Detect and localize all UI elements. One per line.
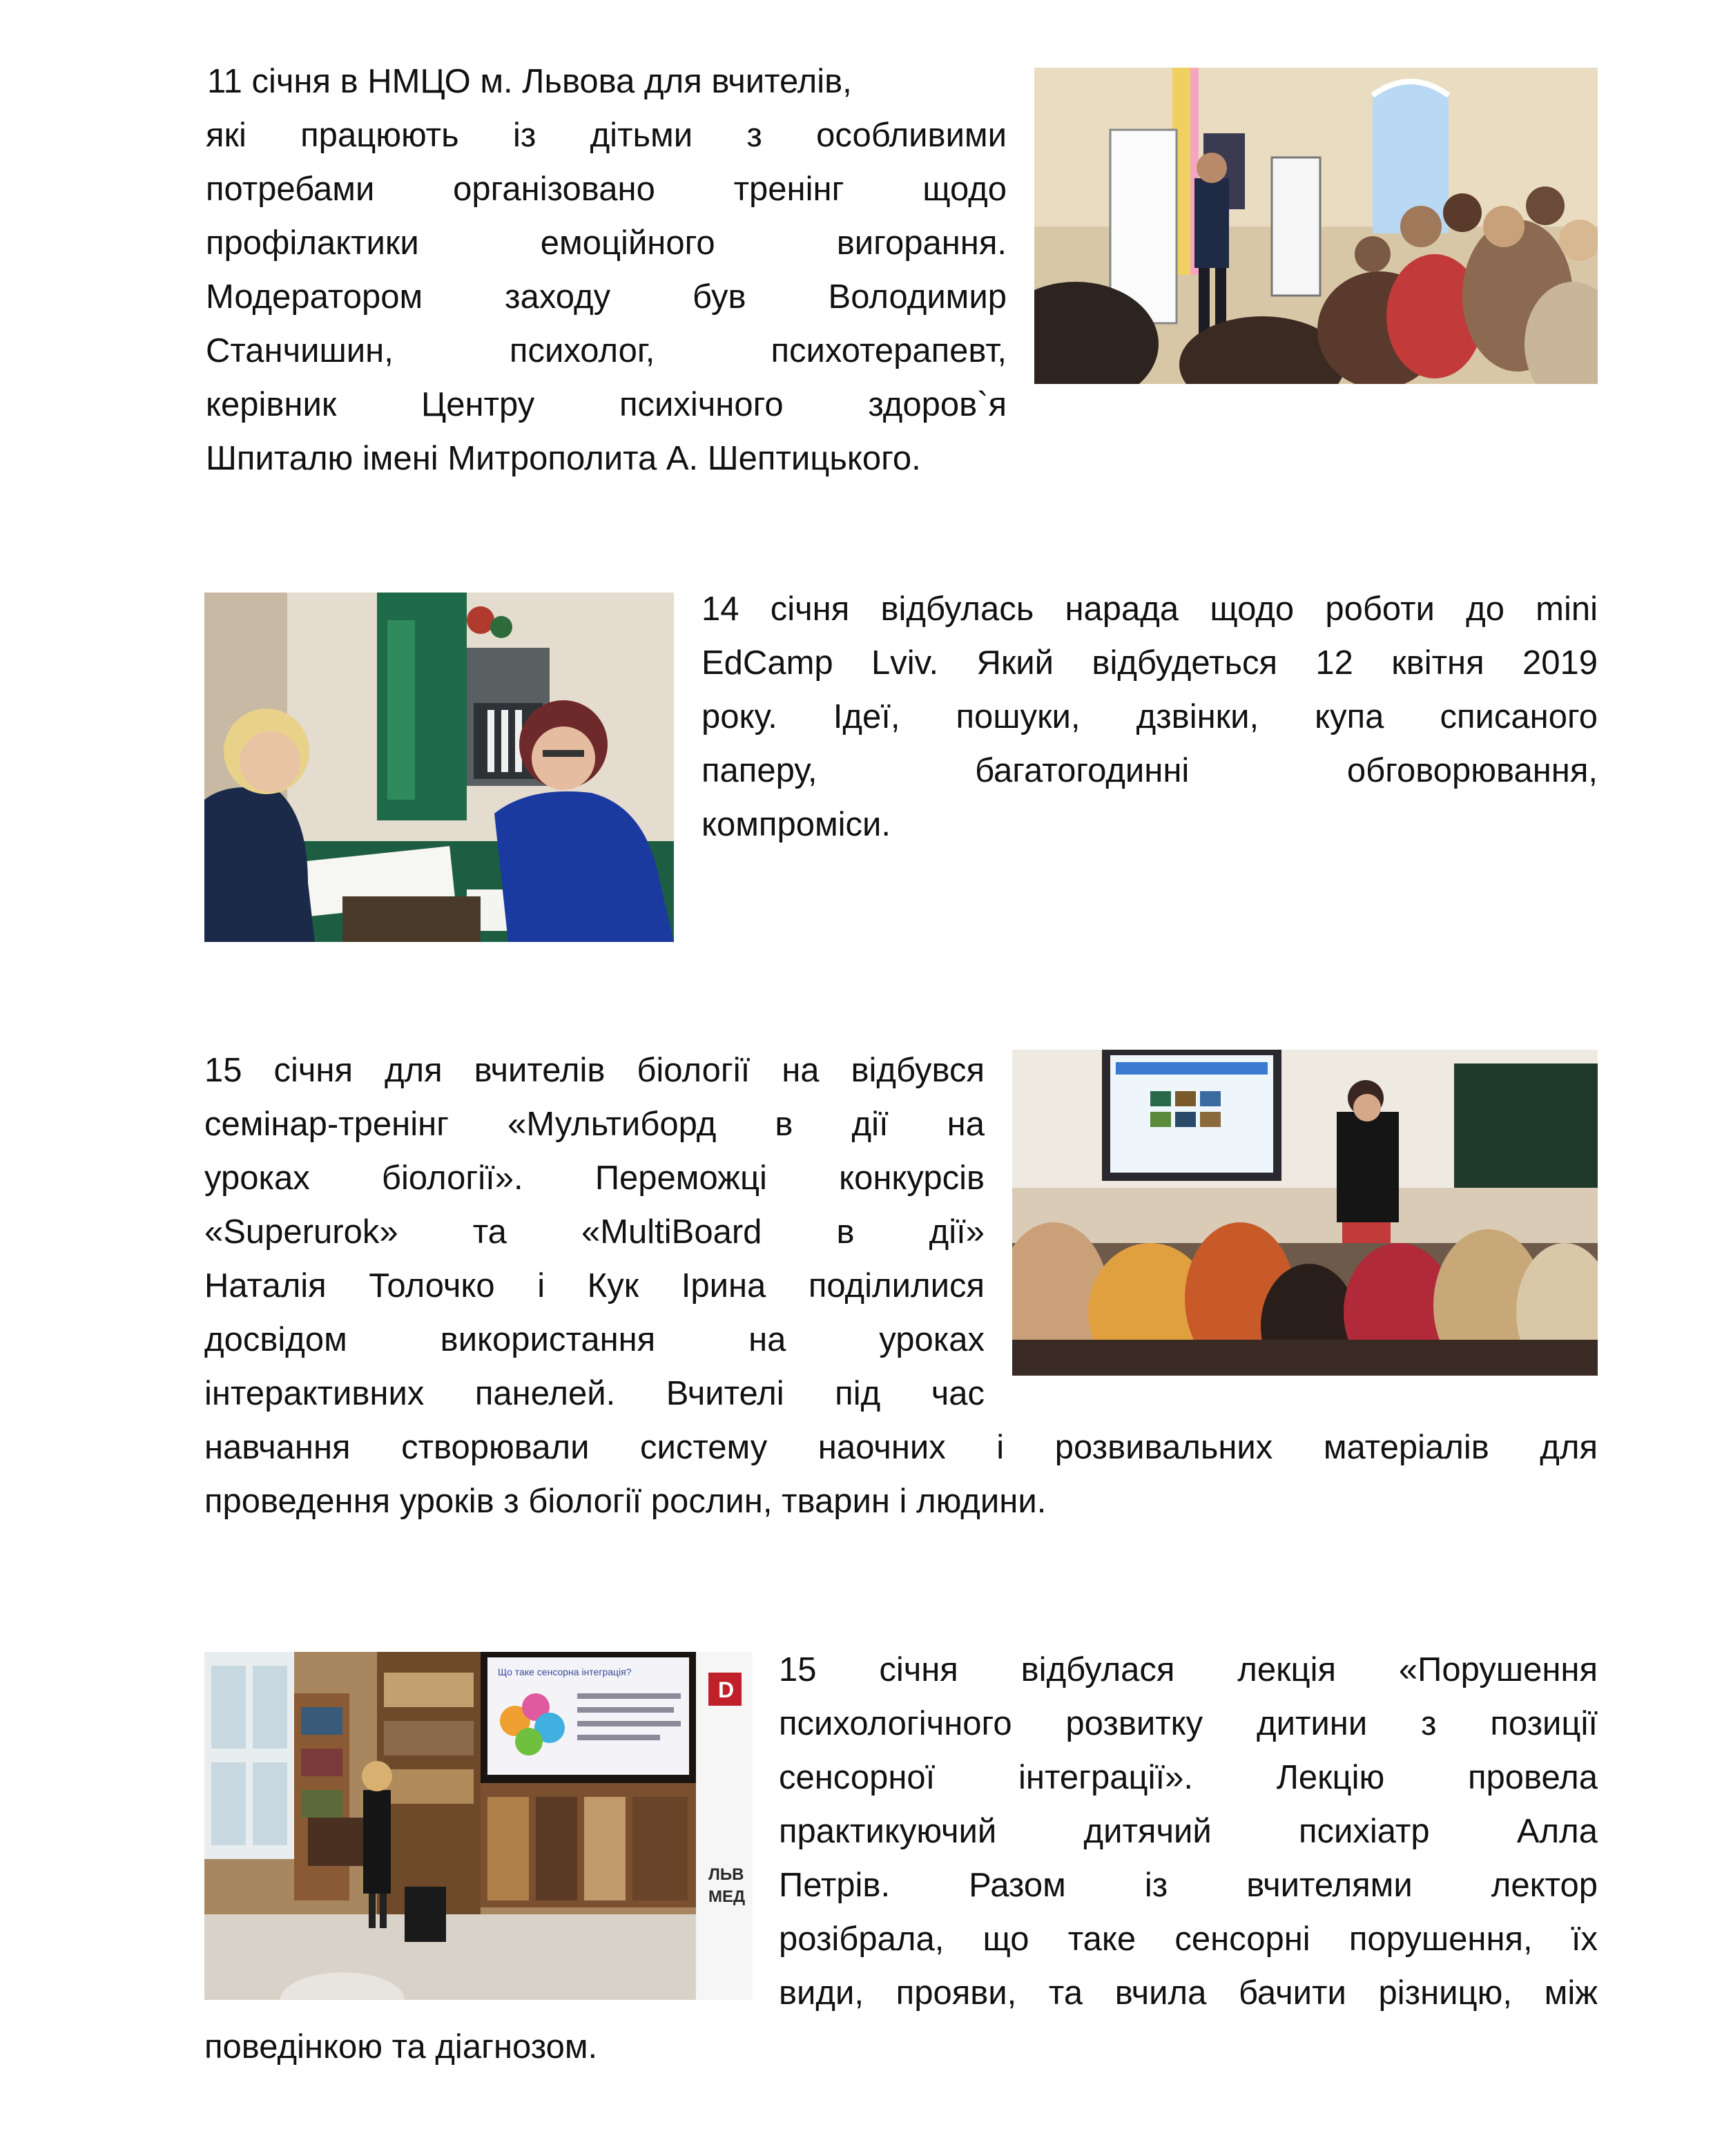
meeting-photo [204, 593, 674, 942]
section-1-line: 11 січня в НМЦО м. Львова для вчителів, [207, 63, 852, 100]
lecture-photo [204, 1652, 753, 2000]
section-3-line: Наталія Толочко і Кук Ірина поділилися [204, 1267, 985, 1305]
banner-mark: D [718, 1677, 735, 1702]
section-4-line: сенсорної інтеграції». Лекцію провела [779, 1759, 1598, 1796]
section-1-line: керівник Центру психічного здоров`я [206, 386, 1007, 423]
section-4-line: розібрала, що таке сенсорні порушення, їх [779, 1921, 1598, 1958]
section-1-line: профілактики емоційного вигорання. [206, 224, 1007, 262]
section-1-line: Станчишин, психолог, психотерапевт, [206, 332, 1007, 369]
screen-title: Що таке сенсорна інтеграція? [498, 1666, 632, 1677]
section-2-line: 14 січня відбулась нарада щодо роботи до mini [701, 590, 1598, 628]
section-3-line: інтерактивних панелей. Вчителі під час [204, 1375, 985, 1412]
section-4-line: Петрів. Разом із вчителями лектор [779, 1867, 1598, 1904]
training-room-photo [1034, 68, 1598, 384]
section-3-line: 15 січня для вчителів біології на відбувся [204, 1052, 985, 1089]
section-3-line: семінар-тренінг «Мультиборд в дії на [204, 1106, 985, 1143]
banner-text: ЛЬВ [708, 1865, 744, 1884]
section-2-line: компроміси. [701, 806, 891, 843]
section-2-line: паперу, багатогодинні обговорювання, [701, 752, 1598, 789]
section-4-line: практикуючий дитячий психіатр Алла [779, 1813, 1598, 1850]
section-3-line: уроках біології». Переможці конкурсів [204, 1159, 985, 1197]
section-3-line: досвідом використання на уроках [204, 1321, 985, 1358]
section-3-line: проведення уроків з біології рослин, тварин і людини. [204, 1483, 1047, 1520]
section-4-line: види, прояви, та вчила бачити різницю, між [779, 1974, 1598, 2012]
section-1-line: Модератором заходу був Володимир [206, 278, 1007, 316]
section-3-line: «Superurok» та «MultiBoard в дії» [204, 1213, 985, 1251]
section-3-line: навчання створювали систему наочних і розвивальних матеріалів для [204, 1429, 1598, 1466]
section-4-line: 15 січня відбулася лекція «Порушення [779, 1651, 1598, 1688]
section-4-line: поведінкою та діагнозом. [204, 2028, 598, 2066]
banner-text: МЕД [708, 1887, 746, 1906]
section-1-line: Шпиталю імені Митрополита А. Шептицького. [206, 440, 921, 477]
section-4-line: психологічного розвитку дитини з позиції [779, 1705, 1598, 1742]
section-1-line: потребами організовано тренінг щодо [206, 171, 1007, 208]
section-2-line: року. Ідеї, пошуки, дзвінки, купа списаного [701, 698, 1598, 735]
section-1-line: які працюють із дітьми з особливими [206, 117, 1007, 154]
seminar-photo [1012, 1050, 1598, 1376]
section-2-line: EdCamp Lviv. Який відбудеться 12 квітня 2019 [701, 644, 1598, 682]
